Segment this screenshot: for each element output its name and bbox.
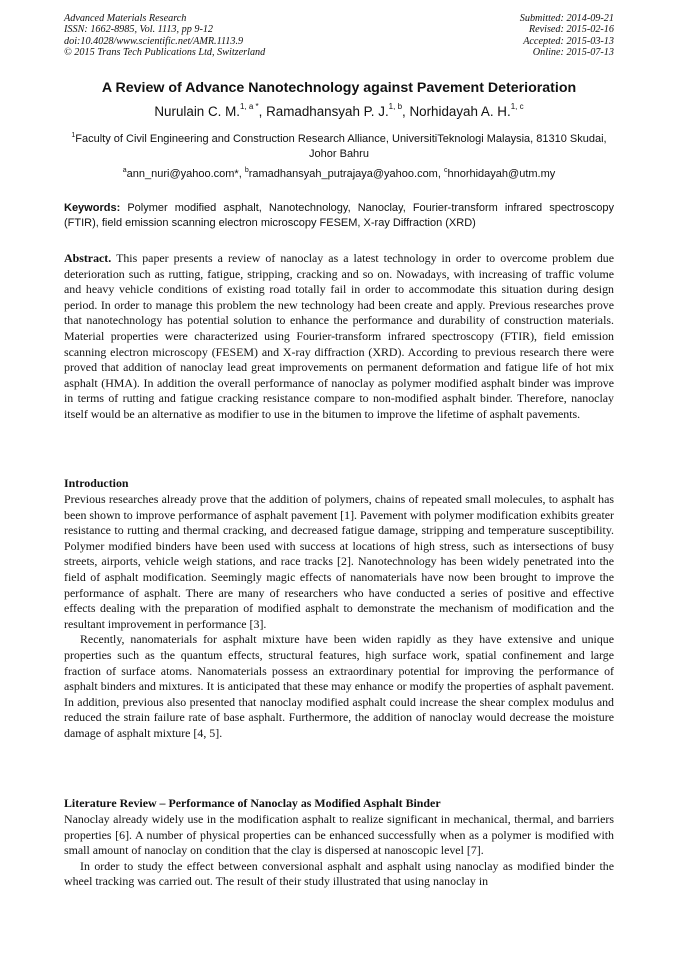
keywords-block <box>64 201 614 231</box>
author-emails <box>0 168 678 180</box>
abstract-block <box>64 251 614 423</box>
journal-name: Advanced Materials Research <box>64 13 187 24</box>
doi-line: doi:10.4028/www.scientific.net/AMR.1113.9 <box>64 35 244 47</box>
email-mark: a <box>122 167 127 174</box>
paragraph: Nanoclay already widely use in the modification asphalt to realize significant in mechanical, thermal, and barriers properties [6]. A number of physical properties can be enhanced successfully when as a polymer is modified with small amount of nanoclay on condition that the clay is dispersed at nanoscopic level [7]. <box>64 812 614 858</box>
revised-date: Revised: 2015-02-16 <box>528 24 614 36</box>
email-address: ann_nuri@yahoo.com* <box>126 168 239 180</box>
affiliation-text: Faculty of Civil Engineering and Construction Research Alliance, UniversitiTeknologi Malaysia, 81310 Skudai, Johor Bahru <box>75 133 607 160</box>
email-separator: , <box>437 168 444 180</box>
accepted-date: Accepted: 2015-03-13 <box>523 35 614 47</box>
author-list <box>0 104 678 119</box>
literature-review-body <box>64 812 614 890</box>
publication-dates <box>520 13 614 59</box>
keywords-text: Polymer modified asphalt, Nanotechnology, Nanoclay, Fourier-transform infrared spectroscopy (FTIR), field emission scanning electron microscopy FESEM, X-ray Diffraction (XRD) <box>64 202 615 229</box>
keywords-label: Keywords: <box>64 202 121 214</box>
author-name: Nurulain C. M. <box>154 104 240 119</box>
abstract-label: Abstract. <box>64 251 112 265</box>
paragraph: Previous researches already prove that the addition of polymers, chains of repeated small molecules, to asphalt has been shown to improve performance of asphalt pavement [1]. Pavement with polymer modification exhibits greater resistance to rutting and thermal cracking, and decreased fatigue damage, stripping and temperature susceptibility. Polymer modified binders have been used with success at locations of high stress, such as intersections of busy streets, airports, vehicle weigh stations, and race tracks [2]. Nanotechnology has been widely penetrated into the field of asphalt modification. Seemingly magic effects of nanomaterials have now been brought to improve the performance of asphalt. There are many of researchers who have conducted a series of positive and effective effects dealing with the preparation of modified asphalt to demonstrate the mechanism of modification and the resultant improvement in performance [3]. <box>64 492 614 631</box>
author-separator: , <box>258 104 267 119</box>
author-separator: , <box>402 104 410 119</box>
introduction-heading: Introduction <box>64 476 129 490</box>
email-address: hnorhidayah@utm.my <box>447 168 556 180</box>
author-affiliation-mark: 1, c <box>510 102 524 111</box>
paper-title: A Review of Advance Nanotechnology against Pavement Deterioration <box>101 80 577 96</box>
author-affiliation-mark: 1, a * <box>239 102 259 111</box>
paragraph: Recently, nanomaterials for asphalt mixture have been widen rapidly as they have extensive and unique properties such as the quantum effects, structural features, high surface work, spatial confinement and large fraction of surface atoms. Nanomaterials possess an extraordinary potential for improving the performance of asphalt binders and mixtures. It is anticipated that these may enhance or modify the properties of asphalt pavement. In addition, previous also presented that nanoclay modified asphalt could increase the shear complex modulus and reduced the strain failure rate of base asphalt. Furthermore, the addition of nanoclay would decrease the moisture damage of asphalt mixture [4, 5]. <box>64 632 614 740</box>
journal-info <box>64 13 265 59</box>
paragraph: In order to study the effect between conversional asphalt and asphalt using nanoclay as modified binder the wheel tracking was carried out. The result of their study illustrated that using nanoclay in <box>64 858 614 889</box>
email-mark: b <box>244 167 249 174</box>
email-address: ramadhansyah_putrajaya@yahoo.com <box>248 168 438 180</box>
issn-line: ISSN: 1662-8985, Vol. 1113, pp 9-12 <box>64 24 214 36</box>
online-date: Online: 2015-07-13 <box>532 47 614 59</box>
email-separator: , <box>238 168 245 180</box>
email-mark: c <box>443 167 448 174</box>
literature-review-heading: Literature Review – Performance of Nanoclay as Modified Asphalt Binder <box>64 796 441 810</box>
author-name: Norhidayah A. H. <box>409 104 511 119</box>
author-name: Ramadhansyah P. J. <box>266 104 389 119</box>
abstract-text: This paper presents a review of nanoclay as a latest technology in order to overcome problem due deterioration such as rutting, fatigue, stripping, cracking and so on. Nowadays, with increasing of traffic volume and heavy vehicle conditions of existing road totally fail in order to accommodate this situation during design period. In order to manage this problem the new technology had been create and apply. Previous researches prove that nanotechnology has potential solution to enhance the performance and durability of construction materials. Material properties were characterized using Fourier-transform infrared spectroscopy (FTIR), field emission scanning electron microscopy (FESEM) and X-ray diffraction (XRD). According to previous research there were proved that addition of nanoclay lead great improvements on permanent deformation and fatigue life of hot mix asphalt (HMA). In addition the overall performance of nanoclay as polymer modified asphalt binder was improve in terms of rutting and fatigue cracking resistance compare to non-modified asphalt binder. Therefore, nanoclay itself would be an alternative as modifier to use in the bitumen to improve the lifetime of asphalt pavements. <box>64 251 614 421</box>
affiliation-mark: 1 <box>71 132 76 139</box>
introduction-body <box>64 492 614 742</box>
author-affiliation-mark: 1, b <box>388 102 403 111</box>
submitted-date: Submitted: 2014-09-21 <box>519 13 614 24</box>
affiliation <box>70 132 608 162</box>
copyright-line: © 2015 Trans Tech Publications Ltd, Switzerland <box>64 47 266 59</box>
